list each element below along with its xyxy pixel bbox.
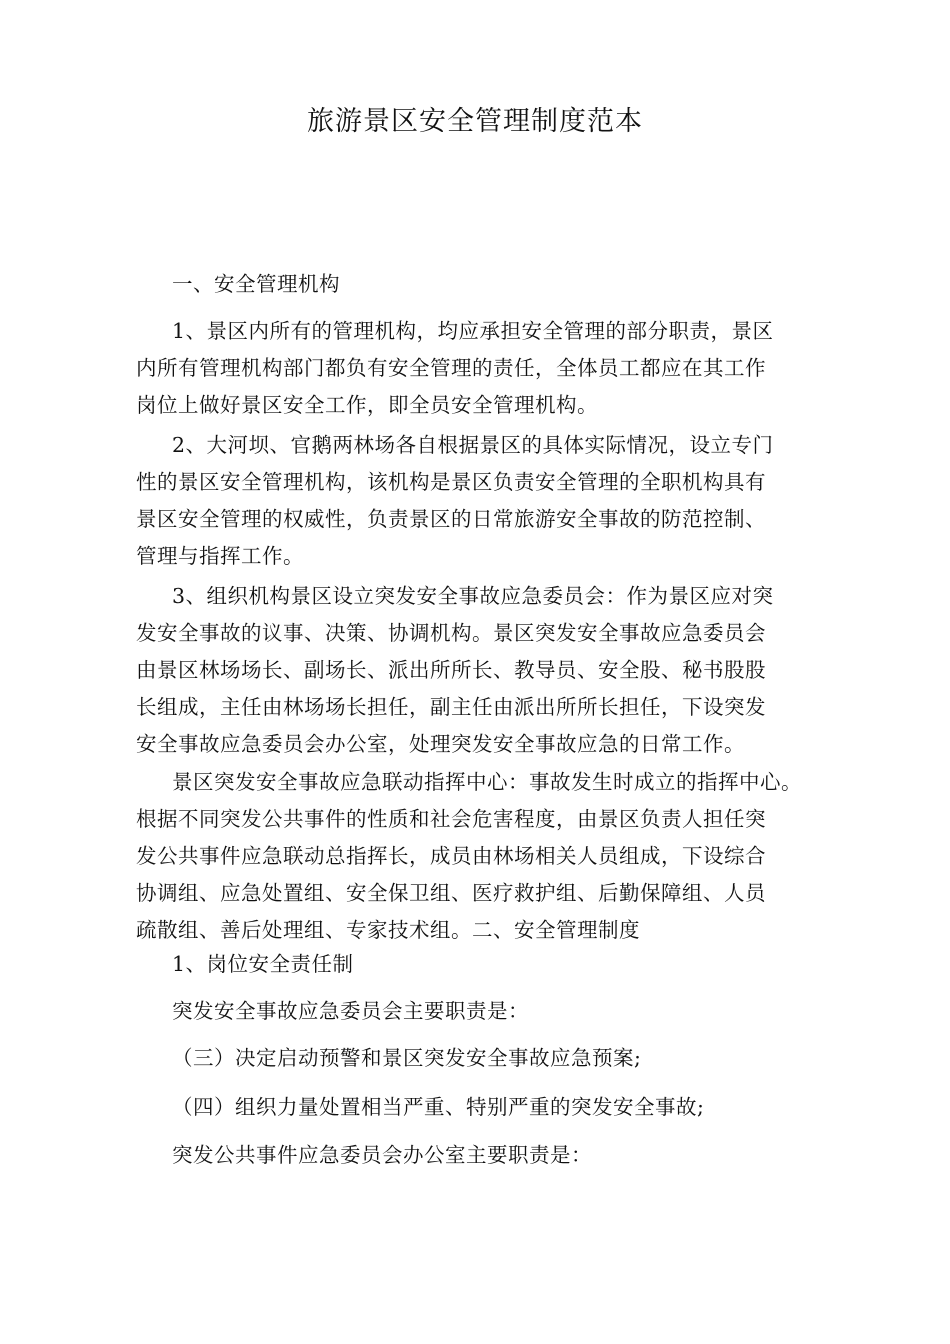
text-line: 安全事故应急委员会办公室，处理突发安全事故应急的日常工作。 [136,732,745,756]
text-line: 发安全事故的议事、决策、协调机构。景区突发安全事故应急委员会 [136,621,766,645]
text-line: 由景区林场场长、副场长、派出所所长、教导员、安全股、秘书股股 [136,658,766,682]
section-heading [136,266,826,303]
paragraph [136,313,826,424]
text-line: 管理与指挥工作。 [136,544,304,568]
paragraph [136,1137,826,1174]
text-line: 1、景区内所有的管理机构，均应承担安全管理的部分职责，景区 [172,319,774,343]
text-line: 3、组织机构景区设立突发安全事故应急委员会：作为景区应对突 [172,584,774,608]
document-title: 旅游景区安全管理制度范本 [307,106,643,137]
text-line: 景区突发安全事故应急联动指挥中心：事故发生时成立的指挥中心。 [172,770,802,794]
text-line: 协调组、应急处置组、安全保卫组、医疗救护组、后勤保障组、人员 [136,881,766,905]
paragraph [136,427,826,575]
text-line: 发公共事件应急联动总指挥长，成员由林场相关人员组成，下设综合 [136,844,766,868]
text-line: 内所有管理机构部门都负有安全管理的责任，全体员工都应在其工作 [136,356,766,380]
paragraph [136,764,826,949]
text-line: 性的景区安全管理机构，该机构是景区负责安全管理的全职机构具有 [136,470,766,494]
text-line: 疏散组、善后处理组、专家技术组。二、安全管理制度 [136,918,640,942]
text-line: 岗位上做好景区安全工作，即全员安全管理机构。 [136,393,598,417]
text-line: 景区安全管理的权威性，负责景区的日常旅游安全事故的防范控制、 [136,507,766,531]
text-line: 长组成，主任由林场场长担任，副主任由派出所所长担任，下设突发 [136,695,766,719]
text-line: 2、大河坝、官鹅两林场各自根据景区的具体实际情况，设立专门 [172,433,774,457]
paragraph [136,578,826,763]
text-line: 突发安全事故应急委员会主要职责是： [172,999,529,1023]
paragraph [136,946,826,983]
text-line: （四）组织力量处置相当严重、特别严重的突发安全事故; [172,1095,705,1119]
text-line: 突发公共事件应急委员会办公室主要职责是： [172,1143,592,1167]
paragraph [136,1040,826,1077]
text-line: 根据不同突发公共事件的性质和社会危害程度，由景区负责人担任突 [136,807,766,831]
text-line: 一、安全管理机构 [172,272,340,296]
text-line: 1、岗位安全责任制 [172,952,354,976]
paragraph [136,1089,826,1126]
text-line: （三）决定启动预警和景区突发安全事故应急预案; [172,1046,642,1070]
paragraph [136,993,826,1030]
